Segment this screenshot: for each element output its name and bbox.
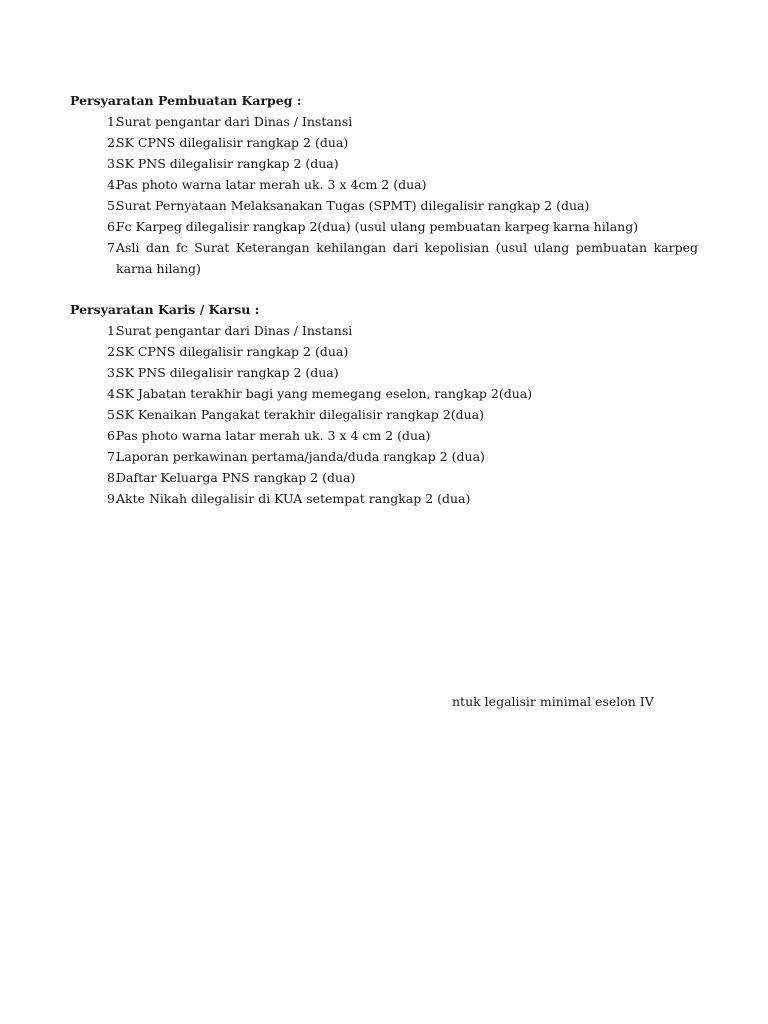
requirement-text: Pas photo warna latar merah uk. 3 x 4 cm 2 (dua)	[116, 428, 431, 443]
requirement-number-label: 1.	[107, 323, 119, 338]
requirement-number-label: 7.	[107, 449, 119, 464]
requirement-text: Fc Karpeg dilegalisir rangkap 2(dua) (usul ulang pembuatan karpeg karna hilang)	[116, 219, 639, 234]
requirement-item	[70, 174, 698, 195]
requirement-number	[70, 446, 119, 467]
requirement-number	[70, 132, 119, 153]
karpeg-heading: Persyaratan Pembuatan Karpeg :	[70, 93, 302, 108]
requirement-number-label: 3.	[107, 156, 119, 171]
requirement-number	[70, 383, 119, 404]
karis-heading: Persyaratan Karis / Karsu :	[70, 302, 260, 317]
requirement-text: SK Jabatan terakhir bagi yang memegang eselon, rangkap 2(dua)	[116, 386, 533, 401]
requirement-number-label: 1.	[107, 114, 119, 129]
karpeg-requirements-list	[70, 111, 698, 279]
requirement-number	[70, 467, 119, 488]
requirement-item	[70, 488, 698, 509]
requirement-number-label: 6.	[107, 219, 119, 234]
requirement-item	[70, 404, 698, 425]
karis-requirements-section	[70, 299, 698, 509]
requirement-text: Surat pengantar dari Dinas / Instansi	[116, 114, 353, 129]
requirement-text: Akte Nikah dilegalisir di KUA setempat rangkap 2 (dua)	[116, 491, 471, 506]
karis-requirements-list	[70, 320, 698, 509]
requirement-text: SK PNS dilegalisir rangkap 2 (dua)	[116, 365, 339, 380]
requirement-item	[70, 320, 698, 341]
requirement-number-label: 5.	[107, 407, 119, 422]
requirement-item	[70, 383, 698, 404]
requirement-number	[70, 488, 119, 509]
requirement-text: Surat pengantar dari Dinas / Instansi	[116, 323, 353, 338]
requirement-number	[70, 320, 119, 341]
requirement-number	[70, 195, 119, 216]
requirement-item	[70, 132, 698, 153]
requirement-text: Daftar Keluarga PNS rangkap 2 (dua)	[116, 470, 356, 485]
requirement-item	[70, 446, 698, 467]
requirement-item	[70, 153, 698, 174]
requirement-number-label: 9.	[107, 491, 119, 506]
requirement-number	[70, 111, 119, 132]
requirement-number-label: 2.	[107, 135, 119, 150]
requirement-number-label: 8.	[107, 470, 119, 485]
requirement-text: Surat Pernyataan Melaksanakan Tugas (SPMT) dilegalisir rangkap 2 (dua)	[116, 198, 590, 213]
requirement-number-label: 2.	[107, 344, 119, 359]
requirement-item	[70, 425, 698, 446]
requirement-item	[70, 362, 698, 383]
requirement-number-label: 5.	[107, 198, 119, 213]
requirement-text: Asli dan fc Surat Keterangan kehilangan dari kepolisian (usul ulang pembuatan karpeg karna hilang)	[116, 240, 698, 276]
requirement-number	[70, 404, 119, 425]
requirement-number	[70, 174, 119, 195]
requirement-item	[70, 237, 698, 279]
legalization-note: ntuk legalisir minimal eselon IV	[452, 694, 654, 709]
requirement-text: Laporan perkawinan pertama/janda/duda rangkap 2 (dua)	[116, 449, 485, 464]
requirement-text: SK CPNS dilegalisir rangkap 2 (dua)	[116, 344, 349, 359]
requirement-number-label: 4.	[107, 386, 119, 401]
requirement-text: SK PNS dilegalisir rangkap 2 (dua)	[116, 156, 339, 171]
requirement-number	[70, 341, 119, 362]
requirement-item	[70, 111, 698, 132]
requirement-number-label: 4.	[107, 177, 119, 192]
requirement-text: SK CPNS dilegalisir rangkap 2 (dua)	[116, 135, 349, 150]
karpeg-requirements-section	[70, 90, 698, 279]
requirement-item	[70, 467, 698, 488]
requirement-number	[70, 362, 119, 383]
requirement-number-label: 3.	[107, 365, 119, 380]
requirement-number	[70, 216, 119, 237]
requirement-number-label: 6.	[107, 428, 119, 443]
requirement-number-label: 7.	[107, 240, 119, 255]
requirement-text: SK Kenaikan Pangakat terakhir dilegalisir rangkap 2(dua)	[116, 407, 484, 422]
requirement-number	[70, 237, 119, 279]
requirement-number	[70, 425, 119, 446]
requirement-item	[70, 195, 698, 216]
requirement-number	[70, 153, 119, 174]
requirement-text: Pas photo warna latar merah uk. 3 x 4cm 2 (dua)	[116, 177, 427, 192]
requirement-item	[70, 341, 698, 362]
requirement-item	[70, 216, 698, 237]
